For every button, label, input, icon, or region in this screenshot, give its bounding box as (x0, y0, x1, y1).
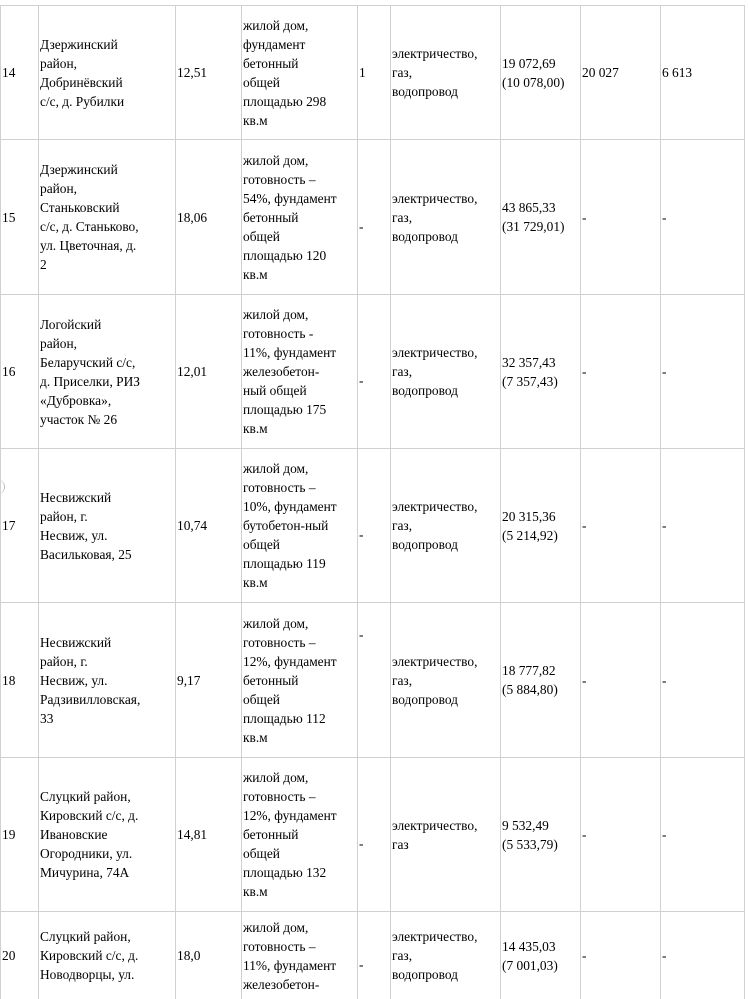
address-cell-line: ул. Цветочная, д. (40, 238, 137, 253)
address-cell-line: район, г. (40, 508, 88, 524)
address-cell-line: район, г. (40, 653, 88, 669)
table-row (1, 758, 745, 912)
table-row (1, 912, 745, 999)
utilities-cell-line: газ, (392, 518, 413, 533)
amount-cell-2: - (661, 449, 745, 603)
amount-cell-2: - (661, 140, 745, 295)
address-cell-line: Несвижский (40, 489, 112, 505)
row-number: 17 (1, 449, 39, 603)
level-cell: - (358, 912, 391, 999)
value-cell-line: (5 214,92) (502, 527, 558, 543)
address-cell-line: Дзержинский (40, 36, 118, 52)
address-cell-line: район, (40, 335, 78, 351)
object-description-cell-line: ный общей (243, 383, 307, 398)
level-cell: - (358, 758, 391, 912)
object-description-cell-line: кв.м (243, 729, 268, 745)
address-cell-line: с/с, д. Станьково, (40, 219, 139, 234)
value-cell-line: (31 729,01) (502, 219, 565, 234)
object-description-cell (242, 912, 358, 999)
address-cell-line: Кировский с/с, д. (40, 808, 139, 823)
object-description-cell-line: площадью 175 (243, 402, 327, 417)
object-description-cell-line: 54%, фундамент (243, 190, 337, 206)
object-description-cell-line: общей (243, 228, 280, 244)
object-description-cell-line: кв.м (243, 266, 268, 282)
area-cell: 18,0 (176, 912, 242, 999)
value-cell (501, 140, 581, 295)
value-cell (501, 295, 581, 449)
value-cell (501, 449, 581, 603)
utilities-cell-line: электричество, (392, 499, 478, 514)
address-cell-line: Мичурина, 74А (40, 865, 130, 880)
utilities-cell (391, 603, 501, 758)
value-cell (501, 912, 581, 999)
amount-cell: - (581, 140, 661, 295)
table-row (1, 6, 745, 140)
object-description-cell-line: площадью 132 (243, 865, 327, 880)
amount-cell: - (581, 295, 661, 449)
value-cell-line: (5 533,79) (502, 836, 558, 852)
utilities-cell (391, 912, 501, 999)
object-description-cell-line: бутобетон-ный (243, 518, 329, 533)
object-description-cell-line: жилой дом, (243, 307, 309, 322)
object-description-cell-line: готовность - (243, 326, 314, 341)
object-description-cell-line: готовность – (243, 171, 316, 187)
object-description-cell-line: железобетон- (243, 976, 320, 992)
utilities-cell-line: электричество, (392, 46, 478, 61)
address-cell-line: Несвиж, ул. (40, 527, 108, 543)
address-cell (39, 295, 176, 449)
address-cell-line: Слуцкий район, (40, 929, 131, 944)
level-cell: 1 (358, 6, 391, 140)
area-cell: 10,74 (176, 449, 242, 603)
address-cell-line: «Дубровка», (40, 392, 112, 408)
object-description-cell-line: фундамент (243, 36, 306, 52)
table-row (1, 603, 745, 758)
row-number: 15 (1, 140, 39, 295)
address-cell (39, 912, 176, 999)
value-cell-line: 18 777,82 (502, 663, 556, 678)
object-description-cell-line: 12%, фундамент (243, 808, 337, 823)
area-cell: 12,51 (176, 6, 242, 140)
object-description-cell (242, 758, 358, 912)
value-cell (501, 603, 581, 758)
object-description-cell (242, 449, 358, 603)
address-cell (39, 603, 176, 758)
address-cell-line: район, (40, 55, 78, 71)
value-cell-line: (5 884,80) (502, 682, 558, 697)
utilities-cell-line: электричество, (392, 929, 478, 944)
value-cell (501, 6, 581, 140)
utilities-cell-line: газ, (392, 209, 413, 225)
amount-cell: 20 027 (581, 6, 661, 140)
address-cell-line: Радзивилловская, (40, 691, 141, 707)
object-description-cell-line: готовность – (243, 634, 316, 650)
level-cell: - (358, 140, 391, 295)
utilities-cell (391, 295, 501, 449)
area-cell: 18,06 (176, 140, 242, 295)
address-cell-line: район, (40, 181, 78, 196)
utilities-cell-line: водопровод (392, 383, 458, 398)
object-description-cell-line: кв.м (243, 112, 268, 128)
object-description-cell-line: 10%, фундамент (243, 499, 337, 514)
amount-cell: - (581, 912, 661, 999)
amount-cell: - (581, 603, 661, 758)
area-cell: 9,17 (176, 603, 242, 758)
amount-cell-2: - (661, 603, 745, 758)
object-description-cell-line: общей (243, 74, 280, 90)
object-description-cell-line: общей (243, 537, 280, 552)
object-description-cell-line: жилой дом, (243, 152, 309, 168)
amount-cell-2: - (661, 758, 745, 912)
object-description-cell-line: готовность – (243, 938, 316, 954)
object-description-cell (242, 6, 358, 140)
object-description-cell-line: 12%, фундамент (243, 653, 337, 669)
level-cell: - (358, 295, 391, 449)
object-description-cell-line: 11%, фундамент (243, 345, 337, 360)
object-description-cell-line: общей (243, 691, 280, 707)
object-description-cell-line: площадью 120 (243, 247, 327, 263)
object-description-cell (242, 295, 358, 449)
utilities-cell-line: газ, (392, 65, 413, 80)
object-description-cell (242, 603, 358, 758)
address-cell (39, 140, 176, 295)
object-description-cell-line: железобетон- (243, 364, 320, 379)
object-description-cell-line: бетонный (243, 55, 299, 71)
utilities-cell-line: водопровод (392, 967, 458, 982)
address-cell-line: участок № 26 (40, 411, 118, 427)
row-number: 18 (1, 603, 39, 758)
utilities-cell (391, 140, 501, 295)
value-cell-line: 32 357,43 (502, 354, 556, 370)
row-number: 19 (1, 758, 39, 912)
address-cell-line: д. Приселки, РИЗ (40, 373, 140, 389)
address-cell-line: 2 (40, 257, 47, 272)
value-cell-line: 14 435,03 (502, 938, 556, 954)
address-cell-line: Несвижский (40, 634, 112, 650)
object-description-cell-line: кв.м (243, 575, 268, 590)
object-description-cell-line: готовность – (243, 480, 316, 495)
utilities-cell-line: водопровод (392, 84, 458, 99)
utilities-cell-line: электричество, (392, 345, 478, 360)
row-number: 14 (1, 6, 39, 140)
address-cell-line: Слуцкий район, (40, 789, 131, 804)
object-description-cell-line: готовность – (243, 789, 316, 804)
amount-cell-2: 6 613 (661, 6, 745, 140)
utilities-cell-line: электричество, (392, 190, 478, 206)
object-description-cell-line: площадью 298 (243, 93, 327, 109)
address-cell (39, 6, 176, 140)
area-cell: 12,01 (176, 295, 242, 449)
address-cell-line: Огородники, ул. (40, 846, 133, 861)
address-cell-line: Логойский (40, 316, 102, 332)
object-description-cell-line: площадью 112 (243, 710, 326, 726)
address-cell-line: Кировский с/с, д. (40, 948, 139, 963)
address-cell-line: Станьковский (40, 200, 120, 215)
object-description-cell-line: 11%, фундамент (243, 957, 337, 973)
value-cell-line: 9 532,49 (502, 817, 549, 833)
row-number: 20 (1, 912, 39, 999)
utilities-cell-line: газ, (392, 364, 413, 379)
address-cell-line: 33 (40, 710, 54, 726)
object-description-cell-line: жилой дом, (243, 461, 309, 476)
table-row (1, 140, 745, 295)
address-cell-line: с/с, д. Рубилки (40, 93, 125, 109)
value-cell-line: (7 357,43) (502, 373, 558, 389)
utilities-cell-line: электричество, (392, 817, 478, 833)
utilities-cell (391, 449, 501, 603)
object-description-cell-line: общей (243, 846, 280, 861)
utilities-cell (391, 758, 501, 912)
object-description-cell-line: жилой дом, (243, 770, 309, 785)
object-description-cell-line: бетонный (243, 672, 299, 688)
address-cell-line: Васильковая, 25 (40, 546, 132, 562)
row-number: 16 (1, 295, 39, 449)
amount-cell-2: - (661, 912, 745, 999)
utilities-cell-line: электричество, (392, 653, 478, 669)
utilities-cell-line: водопровод (392, 537, 458, 552)
address-cell-line: Добринёвский (40, 74, 123, 90)
address-cell-line: Беларучский с/с, (40, 354, 136, 370)
value-cell-line: 43 865,33 (502, 200, 556, 215)
table-body (1, 6, 745, 999)
value-cell-line: (7 001,03) (502, 957, 558, 973)
value-cell (501, 758, 581, 912)
level-cell: - (358, 603, 391, 758)
table-row (1, 295, 745, 449)
object-description-cell-line: кв.м (243, 884, 268, 899)
amount-cell: - (581, 449, 661, 603)
address-cell-line: Ивановские (40, 827, 108, 842)
utilities-cell (391, 6, 501, 140)
amount-cell-2: - (661, 295, 745, 449)
utilities-cell-line: водопровод (392, 691, 458, 707)
utilities-cell-line: водопровод (392, 228, 458, 244)
object-description-cell-line: жилой дом, (243, 919, 309, 935)
utilities-cell-line: газ, (392, 672, 413, 688)
object-description-cell-line: площадью 119 (243, 556, 326, 571)
object-description-cell-line: бетонный (243, 827, 299, 842)
address-cell-line: Несвиж, ул. (40, 672, 108, 688)
area-cell: 14,81 (176, 758, 242, 912)
object-description-cell (242, 140, 358, 295)
value-cell-line: 19 072,69 (502, 55, 556, 71)
table-row (1, 449, 745, 603)
address-cell (39, 449, 176, 603)
property-table (0, 5, 745, 999)
object-description-cell-line: жилой дом, (243, 17, 309, 33)
utilities-cell-line: газ, (392, 948, 413, 963)
level-cell: - (358, 449, 391, 603)
object-description-cell-line: бетонный (243, 209, 299, 225)
value-cell-line: 20 315,36 (502, 508, 556, 524)
address-cell-line: Новодворцы, ул. (40, 967, 135, 982)
address-cell-line: Дзержинский (40, 162, 118, 177)
amount-cell: - (581, 758, 661, 912)
object-description-cell-line: кв.м (243, 421, 268, 436)
address-cell (39, 758, 176, 912)
value-cell-line: (10 078,00) (502, 74, 565, 90)
object-description-cell-line: жилой дом, (243, 615, 309, 631)
utilities-cell-line: газ (392, 836, 409, 852)
